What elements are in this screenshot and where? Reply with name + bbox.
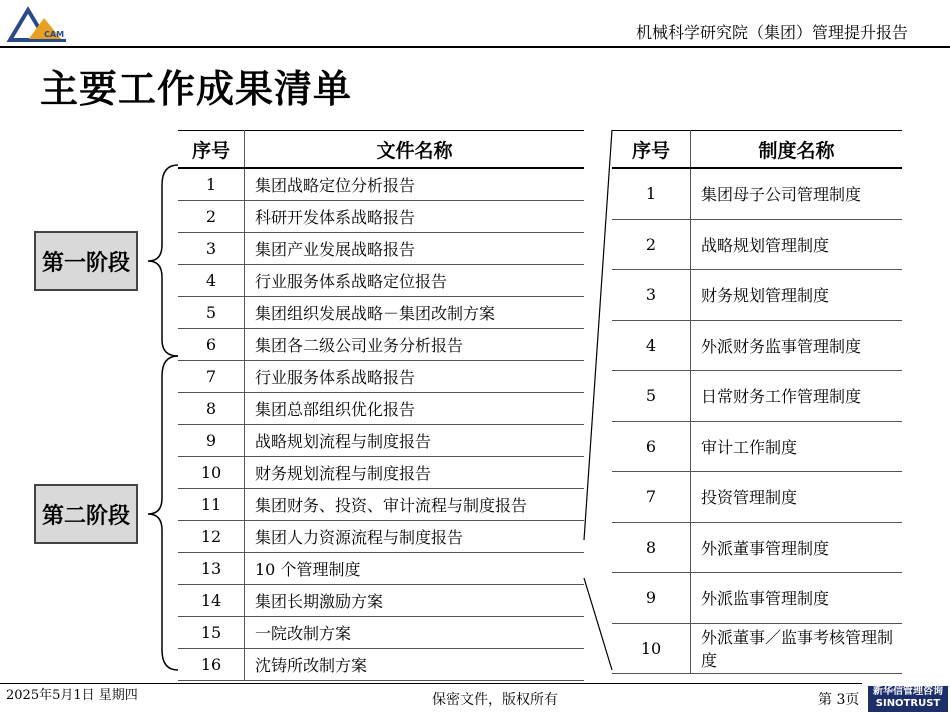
deliverable-row-name: 集团总部组织优化报告 (245, 393, 585, 425)
deliverable-row-name: 财务规划流程与制度报告 (245, 457, 585, 489)
regulation-row-number: 7 (612, 472, 691, 523)
deliverable-row-number: 16 (178, 649, 245, 681)
footer-date: 2025年5月1日 星期四 (6, 688, 138, 703)
regulation-row-name: 集团母子公司管理制度 (691, 168, 903, 219)
regulation-row-name: 外派董事／监事考核管理制度 (691, 623, 903, 674)
connector-bottom (584, 578, 612, 670)
deliverable-row-number: 13 (178, 553, 245, 585)
page-title: 主要工作成果清单 (40, 67, 353, 111)
regulation-row-name: 财务规划管理制度 (691, 270, 903, 321)
right-header-num: 序号 (612, 131, 691, 169)
regulation-row (612, 270, 902, 321)
deliverable-row (178, 233, 584, 265)
deliverable-row-number: 10 (178, 457, 245, 489)
regulation-row-name: 外派董事管理制度 (691, 522, 903, 573)
regulation-row (612, 421, 902, 472)
deliverable-row-name: 集团各二级公司业务分析报告 (245, 329, 585, 361)
deliverable-row-name: 一院改制方案 (245, 617, 585, 649)
stage1-label: 第一阶段 (34, 231, 138, 291)
regulation-row (612, 472, 902, 523)
deliverable-row (178, 457, 584, 489)
right-header-name: 制度名称 (691, 131, 903, 169)
consultancy-logo-en: SINOTRUST (875, 698, 941, 709)
stage2-brace (148, 356, 178, 670)
regulation-row-number: 3 (612, 270, 691, 321)
footer-divider (0, 683, 862, 684)
deliverable-row-name: 集团产业发展战略报告 (245, 233, 585, 265)
deliverable-row-name: 集团人力资源流程与制度报告 (245, 521, 585, 553)
regulation-row-number: 6 (612, 421, 691, 472)
deliverable-row (178, 265, 584, 297)
report-title: 机械科学研究院（集团）管理提升报告 (635, 23, 908, 42)
deliverable-row (178, 617, 584, 649)
regulation-row-number: 2 (612, 219, 691, 270)
regulation-row-name: 日常财务工作管理制度 (691, 371, 903, 422)
deliverable-row-number: 6 (178, 329, 245, 361)
regulation-row-number: 10 (612, 623, 691, 674)
deliverable-row (178, 201, 584, 233)
left-header-num: 序号 (178, 131, 245, 169)
deliverable-row-name: 集团战略定位分析报告 (245, 168, 585, 201)
deliverable-row-number: 4 (178, 265, 245, 297)
stage1-brace (148, 165, 178, 356)
left-header-name: 文件名称 (245, 131, 585, 169)
deliverable-row-number: 12 (178, 521, 245, 553)
deliverable-row-number: 2 (178, 201, 245, 233)
regulation-row (612, 522, 902, 573)
deliverable-row-number: 3 (178, 233, 245, 265)
regulation-row-number: 4 (612, 320, 691, 371)
connector-top (584, 130, 612, 540)
deliverable-row-number: 9 (178, 425, 245, 457)
deliverables-table (178, 130, 584, 681)
deliverable-row-number: 14 (178, 585, 245, 617)
stage2-label: 第二阶段 (34, 484, 138, 544)
deliverable-row-name: 集团组织发展战略－集团改制方案 (245, 297, 585, 329)
deliverable-row-name: 沈铸所改制方案 (245, 649, 585, 681)
regulation-row-name: 外派财务监事管理制度 (691, 320, 903, 371)
deliverable-row-name: 科研开发体系战略报告 (245, 201, 585, 233)
deliverable-row-number: 1 (178, 168, 245, 201)
regulation-row-name: 战略规划管理制度 (691, 219, 903, 270)
svg-text:CAM: CAM (44, 30, 65, 39)
regulation-row-number: 5 (612, 371, 691, 422)
deliverable-row (178, 361, 584, 393)
consultancy-logo (868, 686, 948, 712)
deliverable-row (178, 393, 584, 425)
deliverable-row (178, 168, 584, 201)
deliverable-row (178, 425, 584, 457)
deliverable-row (178, 585, 584, 617)
deliverable-row-name: 10 个管理制度 (245, 553, 585, 585)
regulation-row-name: 外派监事管理制度 (691, 573, 903, 624)
deliverable-row-name: 集团长期激励方案 (245, 585, 585, 617)
deliverable-row (178, 329, 584, 361)
deliverable-row-name: 行业服务体系战略定位报告 (245, 265, 585, 297)
regulation-row (612, 371, 902, 422)
regulation-row (612, 623, 902, 674)
regulations-table (612, 130, 902, 674)
deliverable-row (178, 521, 584, 553)
deliverable-row-name: 战略规划流程与制度报告 (245, 425, 585, 457)
footer-confidential: 保密文件，版权所有 (432, 692, 558, 708)
regulation-row-name: 审计工作制度 (691, 421, 903, 472)
regulation-row-number: 1 (612, 168, 691, 219)
deliverable-row (178, 553, 584, 585)
regulation-row-number: 8 (612, 522, 691, 573)
consultancy-logo-cn: 新华信管理咨询 (873, 686, 943, 697)
regulations-body (612, 168, 902, 674)
deliverable-row-number: 8 (178, 393, 245, 425)
deliverable-row (178, 297, 584, 329)
deliverable-row-name: 集团财务、投资、审计流程与制度报告 (245, 489, 585, 521)
regulation-row (612, 219, 902, 270)
deliverable-row-number: 15 (178, 617, 245, 649)
deliverable-row-number: 5 (178, 297, 245, 329)
regulation-row-name: 投资管理制度 (691, 472, 903, 523)
deliverable-row-number: 11 (178, 489, 245, 521)
deliverable-row (178, 489, 584, 521)
regulation-row (612, 320, 902, 371)
regulation-row (612, 168, 902, 219)
deliverables-body (178, 168, 584, 681)
deliverable-row-name: 行业服务体系战略报告 (245, 361, 585, 393)
deliverable-row (178, 649, 584, 681)
page-number: 第 3页 (818, 692, 860, 708)
regulation-row-number: 9 (612, 573, 691, 624)
regulation-row (612, 573, 902, 624)
deliverable-row-number: 7 (178, 361, 245, 393)
